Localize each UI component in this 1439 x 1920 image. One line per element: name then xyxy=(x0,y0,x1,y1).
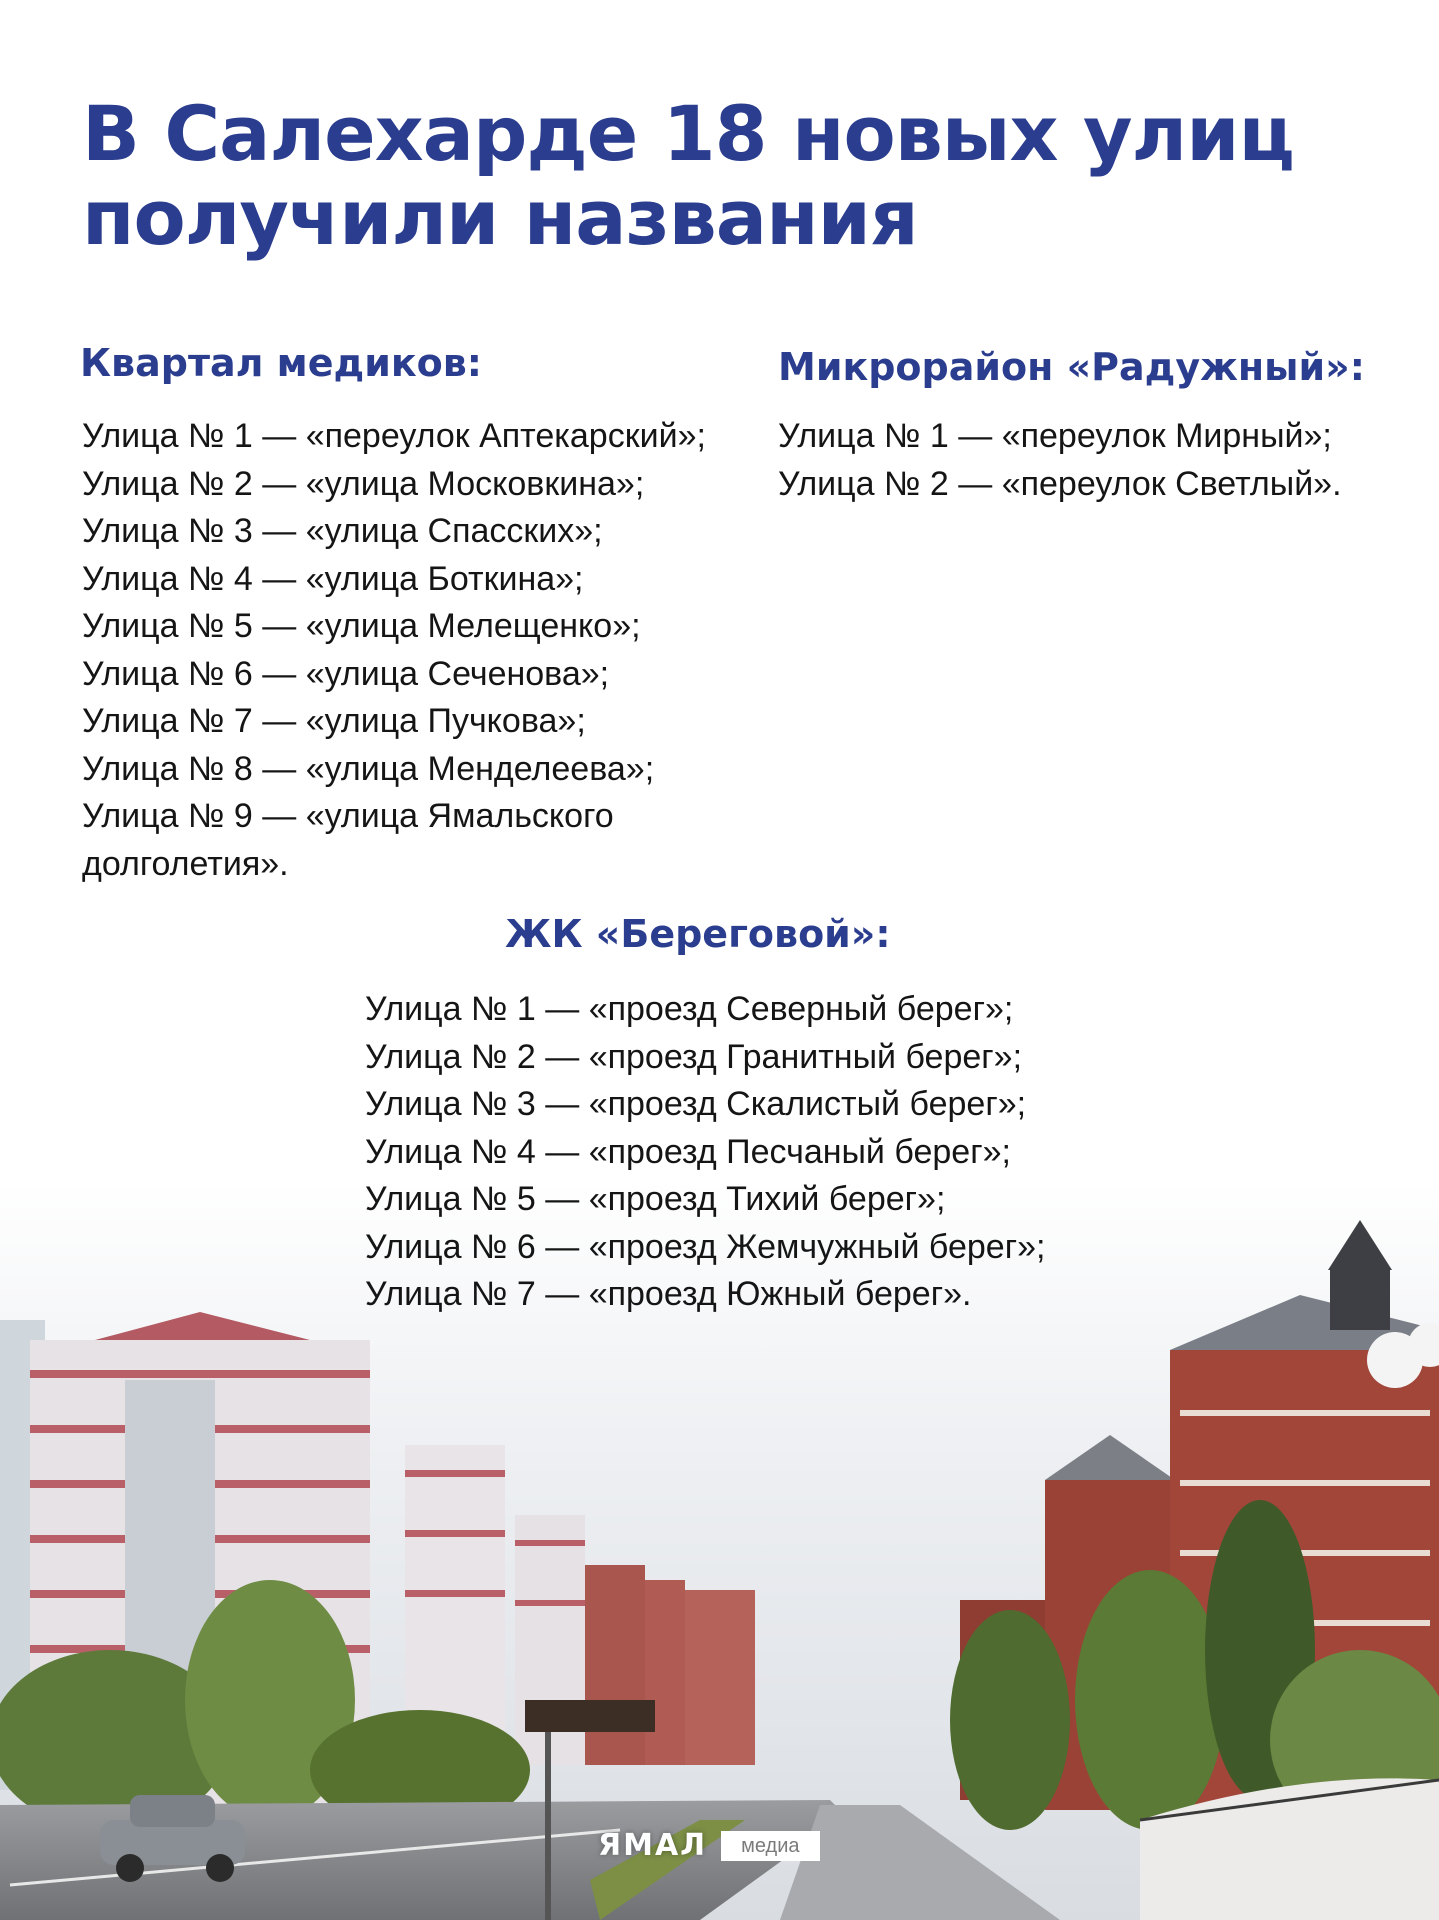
street-item: Улица № 5 — «проезд Тихий берег»; xyxy=(365,1180,946,1218)
street-item: Улица № 7 — «улица Пучкова»; xyxy=(82,702,586,740)
street-item: Улица № 3 — «проезд Скалистый берег»; xyxy=(365,1085,1027,1123)
street-item: Улица № 1 — «проезд Северный берег»; xyxy=(365,990,1014,1028)
page-title: В Салехарде 18 новых улиц получили названия xyxy=(82,89,1294,262)
beregovoy-heading: ЖК «Береговой»: xyxy=(505,912,891,956)
medics-street-list xyxy=(82,413,706,888)
street-item: Улица № 2 — «улица Московкина»; xyxy=(82,464,645,503)
street-item: Улица № 6 — «проезд Жемчужный берег»; xyxy=(365,1227,1046,1266)
street-item: Улица № 1 — «переулок Аптекарский»; xyxy=(82,417,706,455)
street-item: Улица № 6 — «улица Сеченова»; xyxy=(82,654,610,693)
raduzhny-heading: Микрорайон «Радужный»: xyxy=(778,345,1365,389)
raduzhny-street-list xyxy=(778,413,1342,508)
street-item: Улица № 2 — «проезд Гранитный берег»; xyxy=(365,1037,1023,1076)
street-item: Улица № 5 — «улица Мелещенко»; xyxy=(82,607,641,645)
street-item: Улица № 8 — «улица Менделеева»; xyxy=(82,749,655,788)
street-item: долголетия». xyxy=(82,844,289,883)
brand-logo xyxy=(598,1828,820,1863)
street-item: Улица № 4 — «проезд Песчаный берег»; xyxy=(365,1132,1011,1171)
brand-tag: медиа xyxy=(721,1831,819,1861)
street-item: Улица № 1 — «переулок Мирный»; xyxy=(778,417,1332,455)
street-item: Улица № 9 — «улица Ямальского xyxy=(82,797,614,835)
street-item: Улица № 7 — «проезд Южный берег». xyxy=(365,1275,972,1313)
medics-heading: Квартал медиков: xyxy=(80,341,482,385)
street-item: Улица № 3 — «улица Спасских»; xyxy=(82,512,603,550)
beregovoy-street-list xyxy=(365,986,1045,1319)
street-item: Улица № 4 — «улица Боткина»; xyxy=(82,559,584,598)
brand-name: ЯМАЛ xyxy=(598,1828,708,1863)
street-item: Улица № 2 — «переулок Светлый». xyxy=(778,464,1342,503)
